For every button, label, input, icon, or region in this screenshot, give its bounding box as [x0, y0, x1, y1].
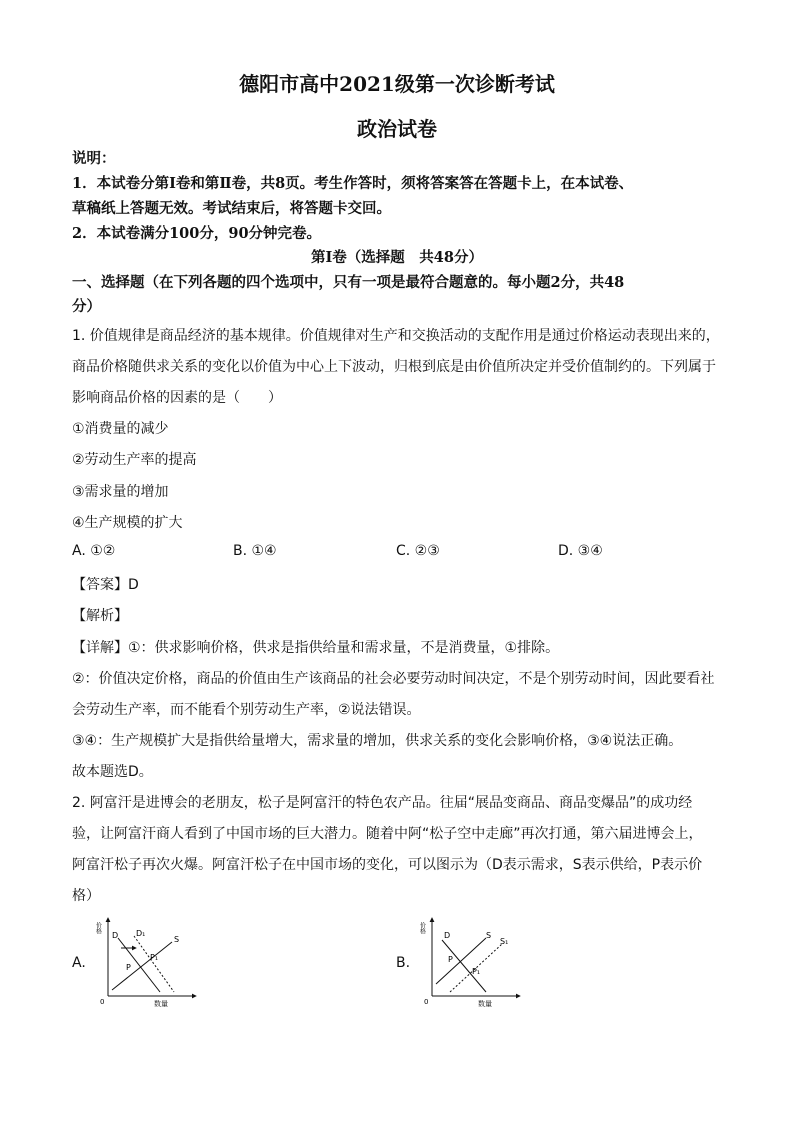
graph-b-label-p: P: [448, 955, 453, 964]
section-heading-line-2: 分）: [72, 298, 101, 315]
exam-title: 德阳市高中2021级第一次诊断考试: [239, 72, 555, 96]
graph-b-label-d: D: [444, 931, 451, 940]
graph-a-label-p: P: [126, 963, 131, 972]
q1-detail-line-2: ②：价值决定价格，商品的价值由生产该商品的社会必要劳动时间决定，不是个别劳动时间，因此要看社: [72, 671, 715, 687]
exam-subtitle: 政治试卷: [357, 117, 437, 141]
graph-b-label-s: S: [486, 931, 492, 940]
graph-b-y-label: 价格: [418, 922, 426, 934]
q1-stem-line-1: 1. 价值规律是商品经济的基本规律。价值规律对生产和交换活动的支配作用是通过价格运动表现出来的，: [72, 328, 720, 344]
q1-item-4: ④生产规模的扩大: [72, 515, 183, 531]
q2-stem-line-4: 格）: [72, 888, 100, 904]
q2-option-b-label: B.: [396, 955, 411, 971]
graph-b-label-p1: P₁: [472, 967, 481, 976]
q1-stem-line-2: 商品价格随供求关系的变化以价值为中心上下波动，归根到底是由价值所决定并受价值制约的。下列属于: [72, 359, 716, 375]
graph-a-x-label: 数量: [154, 1000, 168, 1008]
graph-a-supply-curve: [112, 942, 172, 990]
graph-a-label-s: S: [174, 935, 180, 944]
q2-stem-line-3: 阿富汗松子再次火爆。阿富汗松子在中国市场的变化，可以图示为（D表示需求，S表示供给，P表示价: [72, 857, 703, 873]
q1-item-3: ③需求量的增加: [72, 484, 169, 500]
q1-answer: 【答案】D: [72, 577, 139, 593]
graph-b: [420, 912, 530, 1012]
q1-option-d: D. ③④: [558, 543, 603, 559]
graph-a-demand-curve: [118, 938, 160, 992]
instructions-line-3: 2．本试卷满分100分，90分钟完卷。: [72, 225, 322, 242]
graph-b-origin: 0: [424, 998, 429, 1006]
q1-analysis-label: 【解析】: [72, 608, 128, 624]
graph-a-label-d: D: [112, 931, 119, 940]
q1-item-2: ②劳动生产率的提高: [72, 452, 197, 468]
q2-stem-line-1: 2. 阿富汗是进博会的老朋友，松子是阿富汗的特色农产品。往届“展品变商品、商品变爆品”的成功经: [72, 795, 693, 811]
q1-detail-line-3: 会劳动生产率，而不能看个别劳动生产率，②说法错误。: [72, 702, 421, 718]
q1-item-1: ①消费量的减少: [72, 421, 169, 437]
graph-b-demand-curve: [442, 940, 486, 992]
q1-detail-line-1: 【详解】①：供求影响价格，供求是指供给量和需求量，不是消费量，①排除。: [72, 640, 560, 656]
graph-a-y-label: 价格: [94, 922, 102, 934]
q1-option-c: C. ②③: [396, 543, 440, 559]
graph-a-label-d1: D₁: [136, 929, 146, 938]
graph-a-origin: 0: [100, 998, 105, 1006]
graph-a-label-p1: P₁: [150, 953, 159, 962]
instructions-line-2: 草稿纸上答题无效。考试结束后，将答题卡交回。: [72, 200, 391, 217]
section-title: 第Ⅰ卷（选择题 共48分）: [311, 249, 483, 266]
graph-b-x-label: 数量: [478, 1000, 492, 1008]
graph-b-label-s1: S₁: [500, 937, 509, 946]
graph-b-supply-curve: [436, 938, 486, 984]
q1-detail-line-5: 故本题选D。: [72, 764, 153, 780]
q1-option-a: A. ①②: [72, 543, 116, 559]
section-heading-line-1: 一、选择题（在下列各题的四个选项中，只有一项是最符合题意的。每小题2分，共48: [72, 274, 625, 291]
instructions-heading: 说明：: [72, 150, 116, 167]
graph-a: [96, 912, 206, 1012]
q2-option-a-label: A.: [72, 955, 86, 971]
q1-option-b: B. ①④: [233, 543, 277, 559]
instructions-line-1: 1．本试卷分第Ⅰ卷和第Ⅱ卷，共8页。考生作答时，须将答案答在答题卡上，在本试卷、: [72, 175, 634, 192]
q1-stem-line-3: 影响商品价格的因素的是（ ）: [72, 390, 282, 406]
q2-stem-line-2: 验，让阿富汗商人看到了中国市场的巨大潜力。随着中阿“松子空中走廊”再次打通，第六届进博会上，: [72, 826, 703, 842]
q1-detail-line-4: ③④：生产规模扩大是指供给量增大，需求量的增加，供求关系的变化会影响价格，③④说法正确。: [72, 733, 683, 749]
